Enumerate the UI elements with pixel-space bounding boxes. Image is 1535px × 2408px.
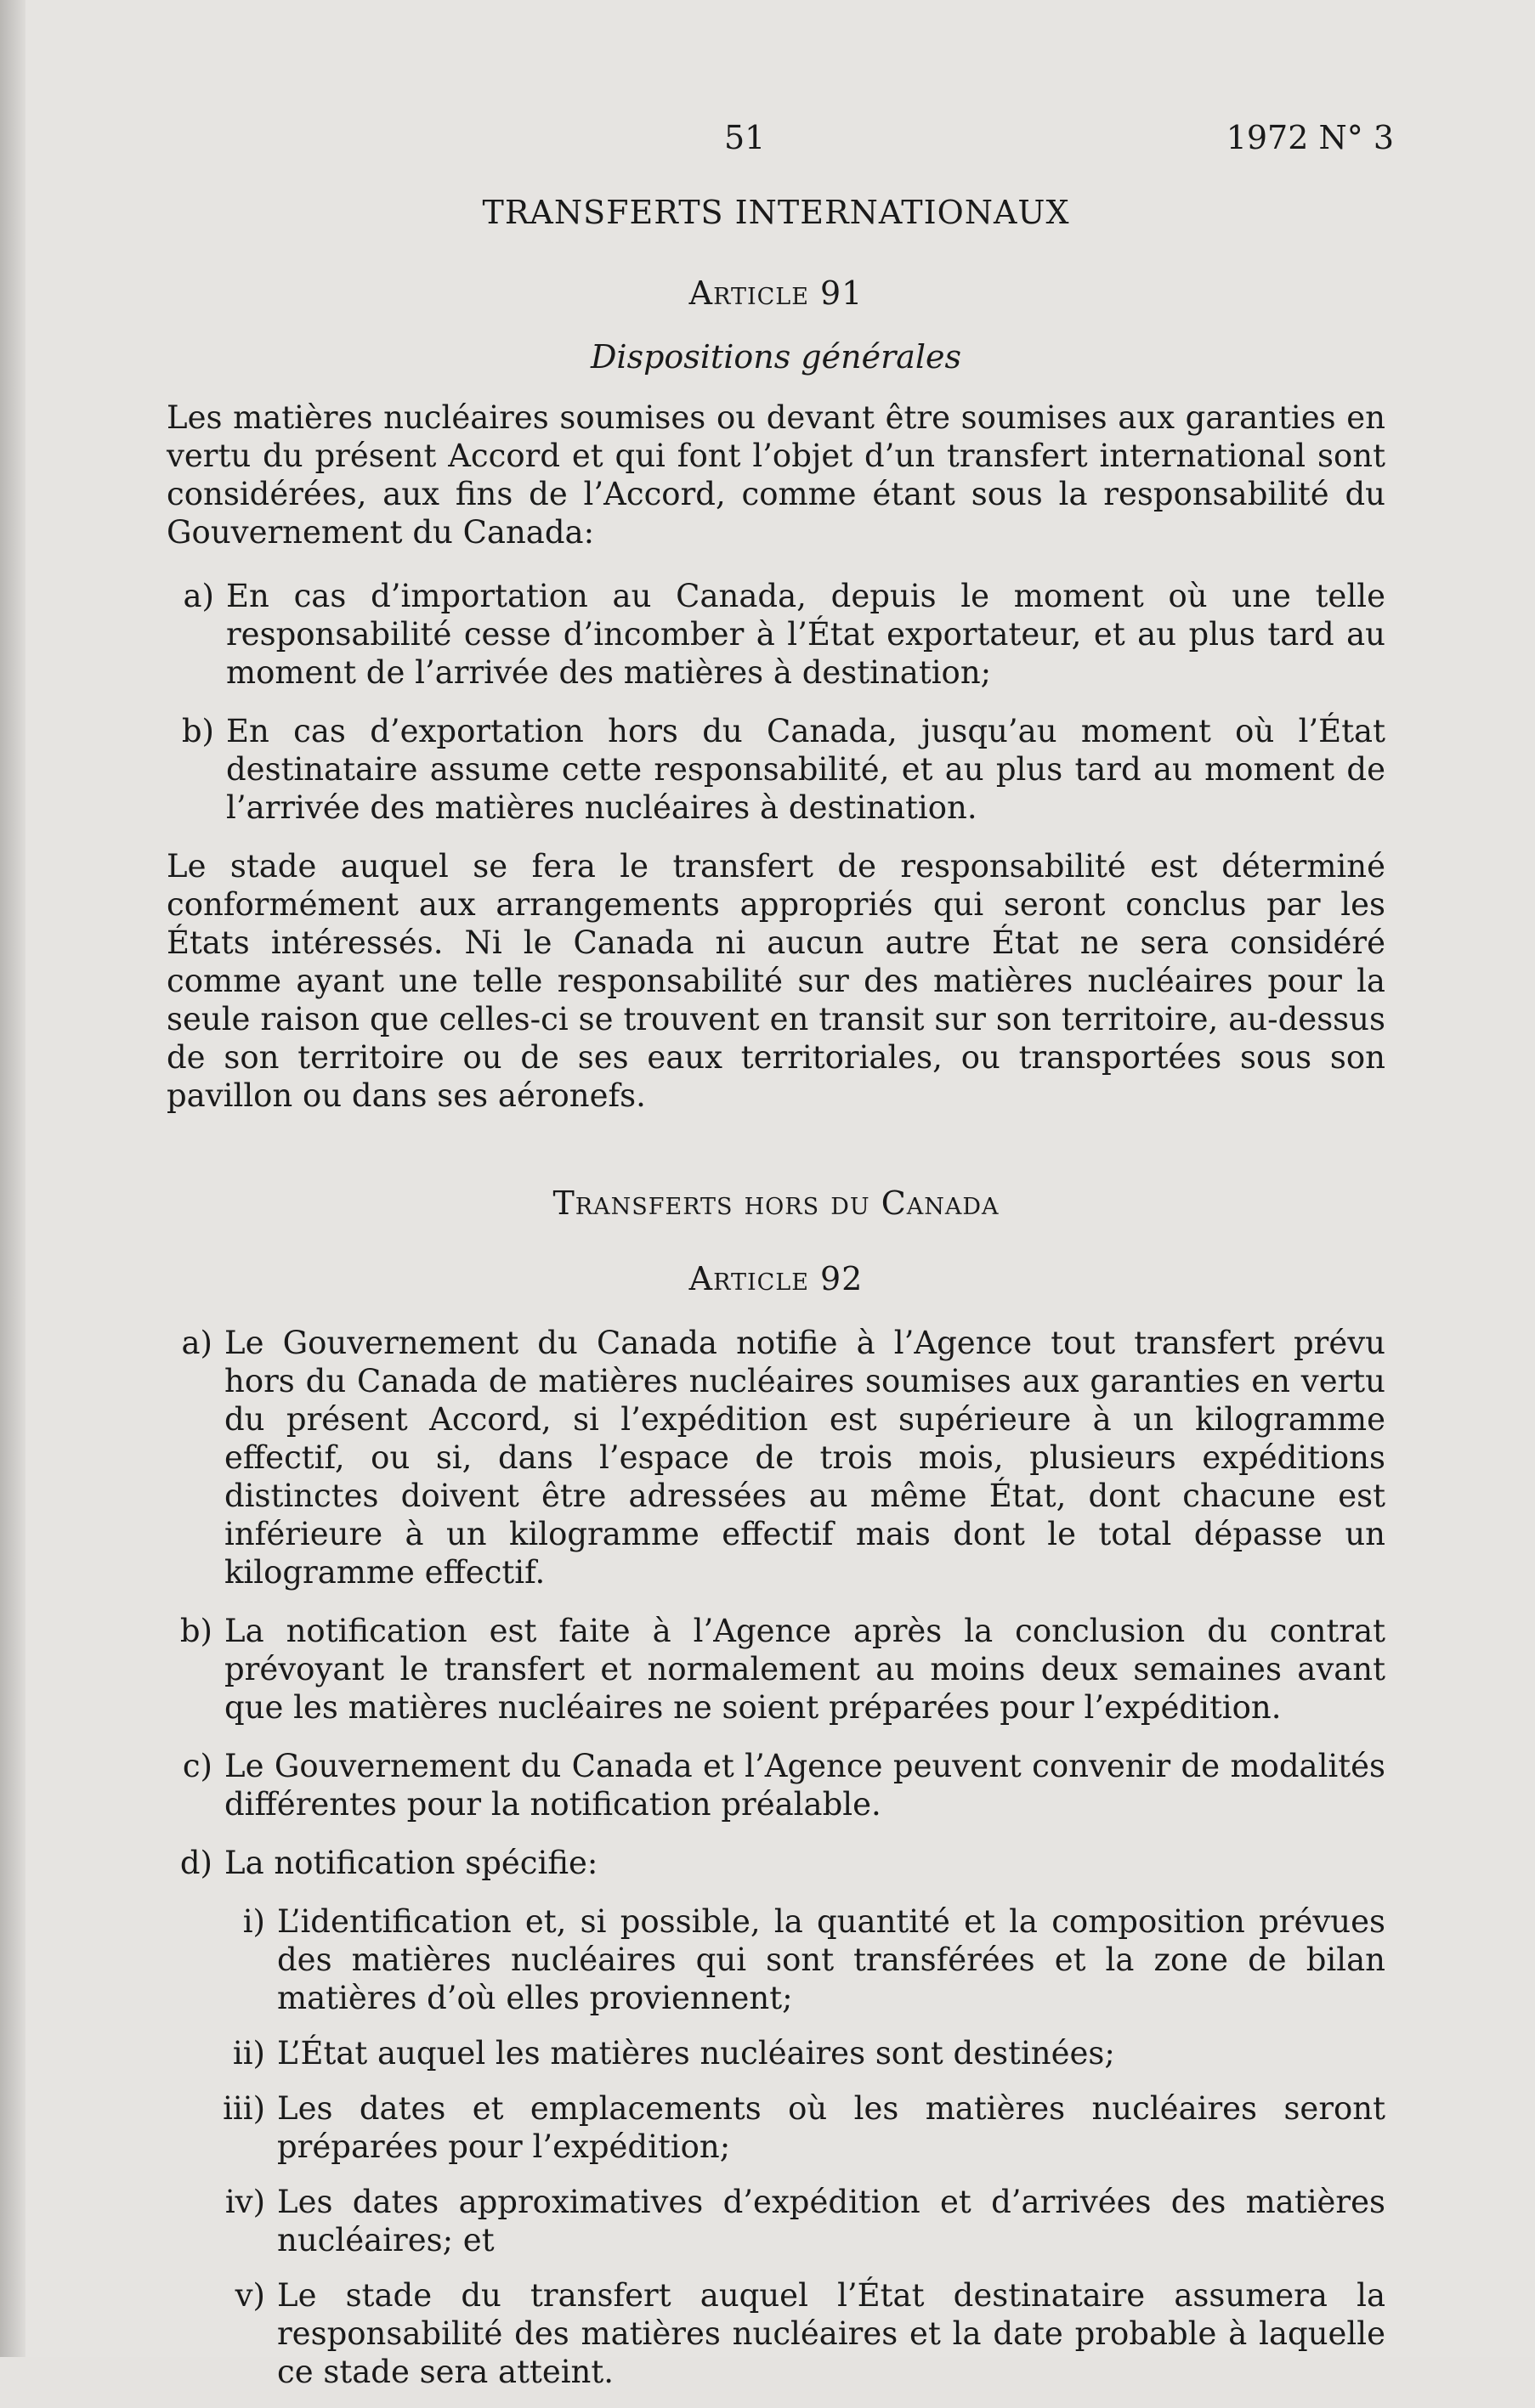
list-item: [167, 1612, 1385, 1727]
document-body: [167, 194, 1385, 2408]
list-item-text: Le Gouvernement du Canada et l’Agence peuvent convenir de modalités différentes pour la notification préalable.: [224, 1748, 1385, 1823]
publication-year-number: 1972 N° 3: [1226, 119, 1394, 156]
sub-list-item: [167, 2089, 1385, 2166]
sub-list-item-label: iii): [223, 2090, 265, 2127]
list-item-label: a): [181, 1325, 212, 1361]
article-92-list: [167, 1324, 1385, 2391]
notification-sub-list: [167, 1902, 1385, 2391]
sub-list-item: [167, 2183, 1385, 2259]
page-number: 51: [724, 119, 766, 156]
sub-list-item: [167, 2276, 1385, 2391]
section-title-transferts-internationaux: TRANSFERTS INTERNATIONAUX: [482, 194, 1070, 231]
sub-list-item-label: ii): [232, 2035, 265, 2072]
article-91-intro: Les matières nucléaires soumises ou devant être soumises aux garanties en vertu du présent Accord et qui font l’objet d’un transfert international sont considérées, aux fins de l’Accord, comme étant sous la responsabilité du Gouvernement du Canada:: [167, 399, 1385, 551]
sub-list-item-text: L’État auquel les matières nucléaires sont destinées;: [277, 2035, 1115, 2072]
article-91-subheading: Dispositions générales: [590, 338, 962, 376]
list-item: [167, 577, 1385, 692]
sub-list-item-text: L’identification et, si possible, la quantité et la composition prévues des matières nucléaires qui sont transférées et la zone de bilan matières d’où elles proviennent;: [277, 1903, 1385, 2016]
list-item-text: La notification est faite à l’Agence après la conclusion du contrat prévoyant le transfert et normalement au moins deux semaines avant que les matières nucléaires ne soient préparées pour l’expédition.: [224, 1613, 1385, 1726]
list-item-label: c): [182, 1748, 212, 1784]
article-91-heading: Article 91: [688, 274, 864, 312]
list-item: [167, 1747, 1385, 1823]
sub-list-item-text: Les dates approximatives d’expédition et d’arrivées des matières nucléaires; et: [277, 2184, 1385, 2258]
sub-list-item: [167, 1902, 1385, 2017]
sub-list-item-text: Le stade du transfert auquel l’État destinataire assumera la responsabilité des matières nucléaires et la date probable à laquelle ce stade sera atteint.: [277, 2277, 1385, 2390]
sub-list-item: [167, 2034, 1385, 2072]
list-item-text: Le Gouvernement du Canada notifie à l’Agence tout transfert prévu hors du Canada de matières nucléaires soumises aux garanties en vertu du présent Accord, si l’expédition est supérieure à un kilogramme effectif, ou si, dans l’espace de trois mois, plusieurs expéditions distinctes doivent être adressées au même État, dont chacune est inférieure à un kilogramme effectif mais dont le total dépasse un kilogramme effectif.: [224, 1325, 1385, 1591]
list-item-label: b): [181, 713, 214, 749]
article-91-list: [167, 577, 1385, 827]
list-item-label: d): [179, 1845, 212, 1881]
page-spine-shadow: [0, 0, 25, 2357]
list-item-label: a): [183, 578, 214, 614]
article-92-heading: Article 92: [688, 1260, 864, 1297]
list-item: [167, 1324, 1385, 1591]
list-item-text: La notification spécifie:: [224, 1845, 598, 1881]
list-item-label: b): [179, 1613, 212, 1649]
list-item: [167, 1844, 1385, 1882]
page-header: [0, 119, 1535, 170]
sub-list-item-label: i): [242, 1903, 265, 1940]
sub-list-item-label: iv): [224, 2184, 265, 2220]
sub-list-item-text: Les dates et emplacements où les matières nucléaires seront préparées pour l’expédition;: [277, 2090, 1385, 2165]
article-91-closing: Le stade auquel se fera le transfert de responsabilité est déterminé conformément aux arrangements appropriés qui seront conclus par les États intéressés. Ni le Canada ni aucun autre État ne sera considéré comme ayant une telle responsabilité sur des matières nucléaires pour la seule raison que celles-ci se trouvent en transit sur son territoire, au-dessus de son territoire ou de ses eaux territoriales, ou transportées sous son pavillon ou dans ses aéronefs.: [167, 848, 1385, 1114]
list-item-text: En cas d’importation au Canada, depuis le moment où une telle responsabilité cesse d’incomber à l’État exportateur, et au plus tard au moment de l’arrivée des matières à destination;: [226, 578, 1385, 691]
sub-list-item-label: v): [235, 2277, 265, 2314]
list-item: [167, 712, 1385, 827]
section-title-transferts-hors-du-canada: Transferts hors du Canada: [552, 1184, 1000, 1222]
list-item-text: En cas d’exportation hors du Canada, jusqu’au moment où l’État destinataire assume cette responsabilité, et au plus tard au moment de l’arrivée des matières nucléaires à destination.: [226, 713, 1385, 826]
